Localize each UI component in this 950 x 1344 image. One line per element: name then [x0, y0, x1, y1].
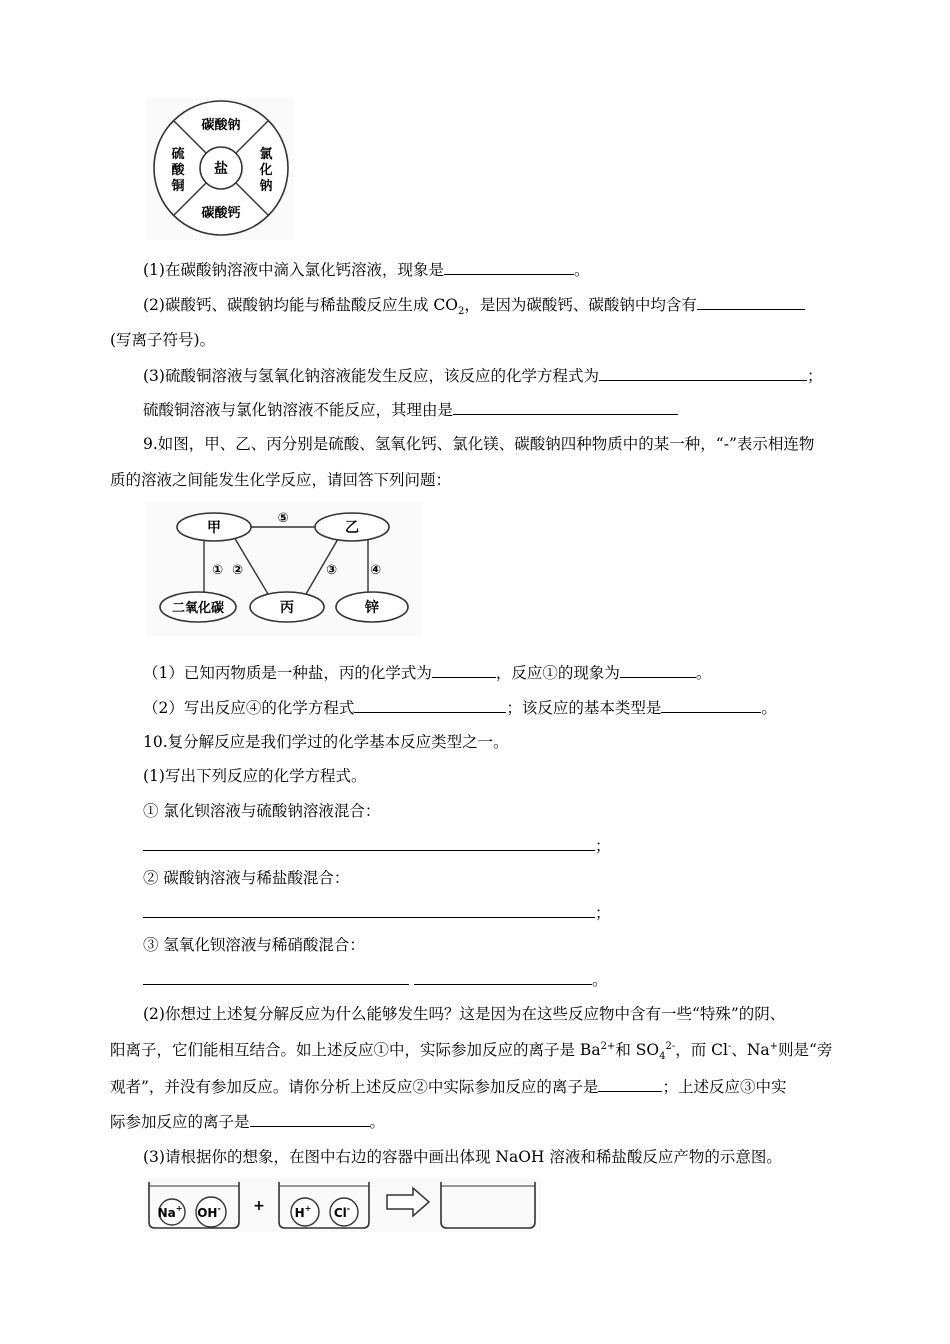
q9-part2: （2）写出反应④的化学方程式 ；该反应的基本类型是 。: [143, 699, 777, 717]
q10-part2-line3: 观者”，并没有参加反应。请你分析上述反应②中实际参加反应的离子是 ；上述反应③中实: [110, 1078, 787, 1096]
q9-blank-2[interactable]: [620, 662, 696, 678]
q10-part2-line4: 际参加反应的离子是 。: [110, 1113, 386, 1131]
q8-blank-4[interactable]: [453, 399, 678, 415]
salt-left-label-3: 铜: [171, 179, 185, 194]
salt-right-label-2: 化: [259, 163, 273, 178]
node-co2: 二氧化碳: [171, 601, 225, 616]
q10-item1-answer: ；: [143, 835, 611, 856]
salt-top-label: 碳酸钠: [201, 118, 241, 133]
q10-part2-line2: 阳离子，它们能相互结合。如上述反应①中，实际参加反应的离子是 $Ba^{2+}$和 $SO_4^{2-}$，而 Cl-、Na+则是“旁: [110, 1040, 833, 1063]
q8-blank-1[interactable]: [444, 259, 574, 275]
q9-part1: （1）已知丙物质是一种盐，丙的化学式为 ，反应①的现象为 。: [143, 664, 712, 682]
q10-item2: ② 碳酸钠溶液与稀盐酸混合：: [143, 869, 350, 887]
reaction-5-label: ⑤: [277, 511, 289, 526]
q8-blank-2[interactable]: [697, 294, 805, 310]
node-bing: 丙: [280, 600, 294, 616]
q10-stem: 10.复分解反应是我们学过的化学基本反应类型之一。: [143, 733, 509, 751]
q10-item3-answer: 。: [143, 969, 607, 990]
q8-part1: (1)在碳酸钠溶液中滴入氯化钙溶液，现象是 。: [143, 261, 590, 279]
q8-blank-3[interactable]: [599, 365, 807, 381]
node-zn: 锌: [365, 600, 379, 616]
q10-blank-2[interactable]: [143, 902, 595, 918]
q10-part1: (1)写出下列反应的化学方程式。: [143, 767, 367, 785]
q9-blank-4[interactable]: [661, 697, 761, 713]
q10-blank-3a[interactable]: [143, 969, 409, 985]
q8-part2: (2)碳酸钙、碳酸钠均能与稀盐酸反应生成 $CO_2$，是因为碳酸钙、碳酸钠中均含有: [143, 294, 805, 315]
ion-h: H+: [294, 1204, 312, 1220]
ion-containers-figure: [145, 1178, 541, 1236]
salt-right-label-1: 氯: [259, 147, 273, 162]
salt-left-label-1: 硫: [171, 147, 185, 162]
ion-na: Na+: [157, 1204, 183, 1220]
q8-part2-cont: (写离子符号)。: [110, 331, 216, 349]
reaction-1-label: ①: [212, 563, 224, 578]
q9-blank-3[interactable]: [354, 697, 506, 713]
reaction-4-label: ④: [370, 563, 382, 578]
q10-part2-line1: (2)你想过上述复分解反应为什么能够发生吗？这是因为在这些反应物中含有一些“特殊”的阴、: [143, 1005, 786, 1023]
salt-wheel-figure: [146, 98, 294, 244]
plus-sign: +: [253, 1198, 265, 1214]
q10-part3: (3)请根据你的想象，在图中右边的容器中画出体现 NaOH 溶液和稀盐酸反应产物的示意图。: [143, 1148, 782, 1166]
reaction-3-label: ③: [326, 563, 338, 578]
node-yi: 乙: [345, 520, 359, 536]
q9-stem-line2: 质的溶液之间能发生化学反应，请回答下列问题：: [110, 471, 452, 489]
q10-item1: ① 氯化钡溶液与硫酸钠溶液混合：: [143, 802, 381, 820]
reaction-network-figure: [146, 502, 422, 640]
ion-oh: OH-: [197, 1204, 221, 1220]
q10-blank-5[interactable]: [250, 1111, 370, 1127]
q10-item3: ③ 氢氧化钡溶液与稀硝酸混合：: [143, 936, 365, 954]
q10-blank-4[interactable]: [598, 1076, 662, 1092]
reaction-2-label: ②: [232, 563, 244, 578]
node-jia: 甲: [207, 520, 221, 536]
salt-center-label: 盐: [214, 161, 228, 177]
q10-blank-1[interactable]: [143, 835, 595, 851]
q9-stem-line1: 9.如图，甲、乙、丙分别是硫酸、氢氧化钙、氯化镁、碳酸钠四种物质中的某一种，“-”表示相连物: [143, 435, 815, 453]
q8-part3: (3)硫酸铜溶液与氢氧化钠溶液能发生反应，该反应的化学方程式为 ；: [143, 367, 823, 385]
salt-left-label-2: 酸: [171, 163, 185, 178]
q10-item2-answer: ；: [143, 902, 611, 923]
salt-bottom-label: 碳酸钙: [201, 206, 241, 221]
ion-cl: Cl-: [333, 1204, 351, 1220]
salt-right-label-3: 钠: [259, 179, 273, 194]
q8-part3-reason: 硫酸铜溶液与氯化钠溶液不能反应，其理由是: [143, 399, 678, 420]
q10-blank-3b[interactable]: [414, 969, 592, 985]
q9-blank-1[interactable]: [432, 662, 496, 678]
